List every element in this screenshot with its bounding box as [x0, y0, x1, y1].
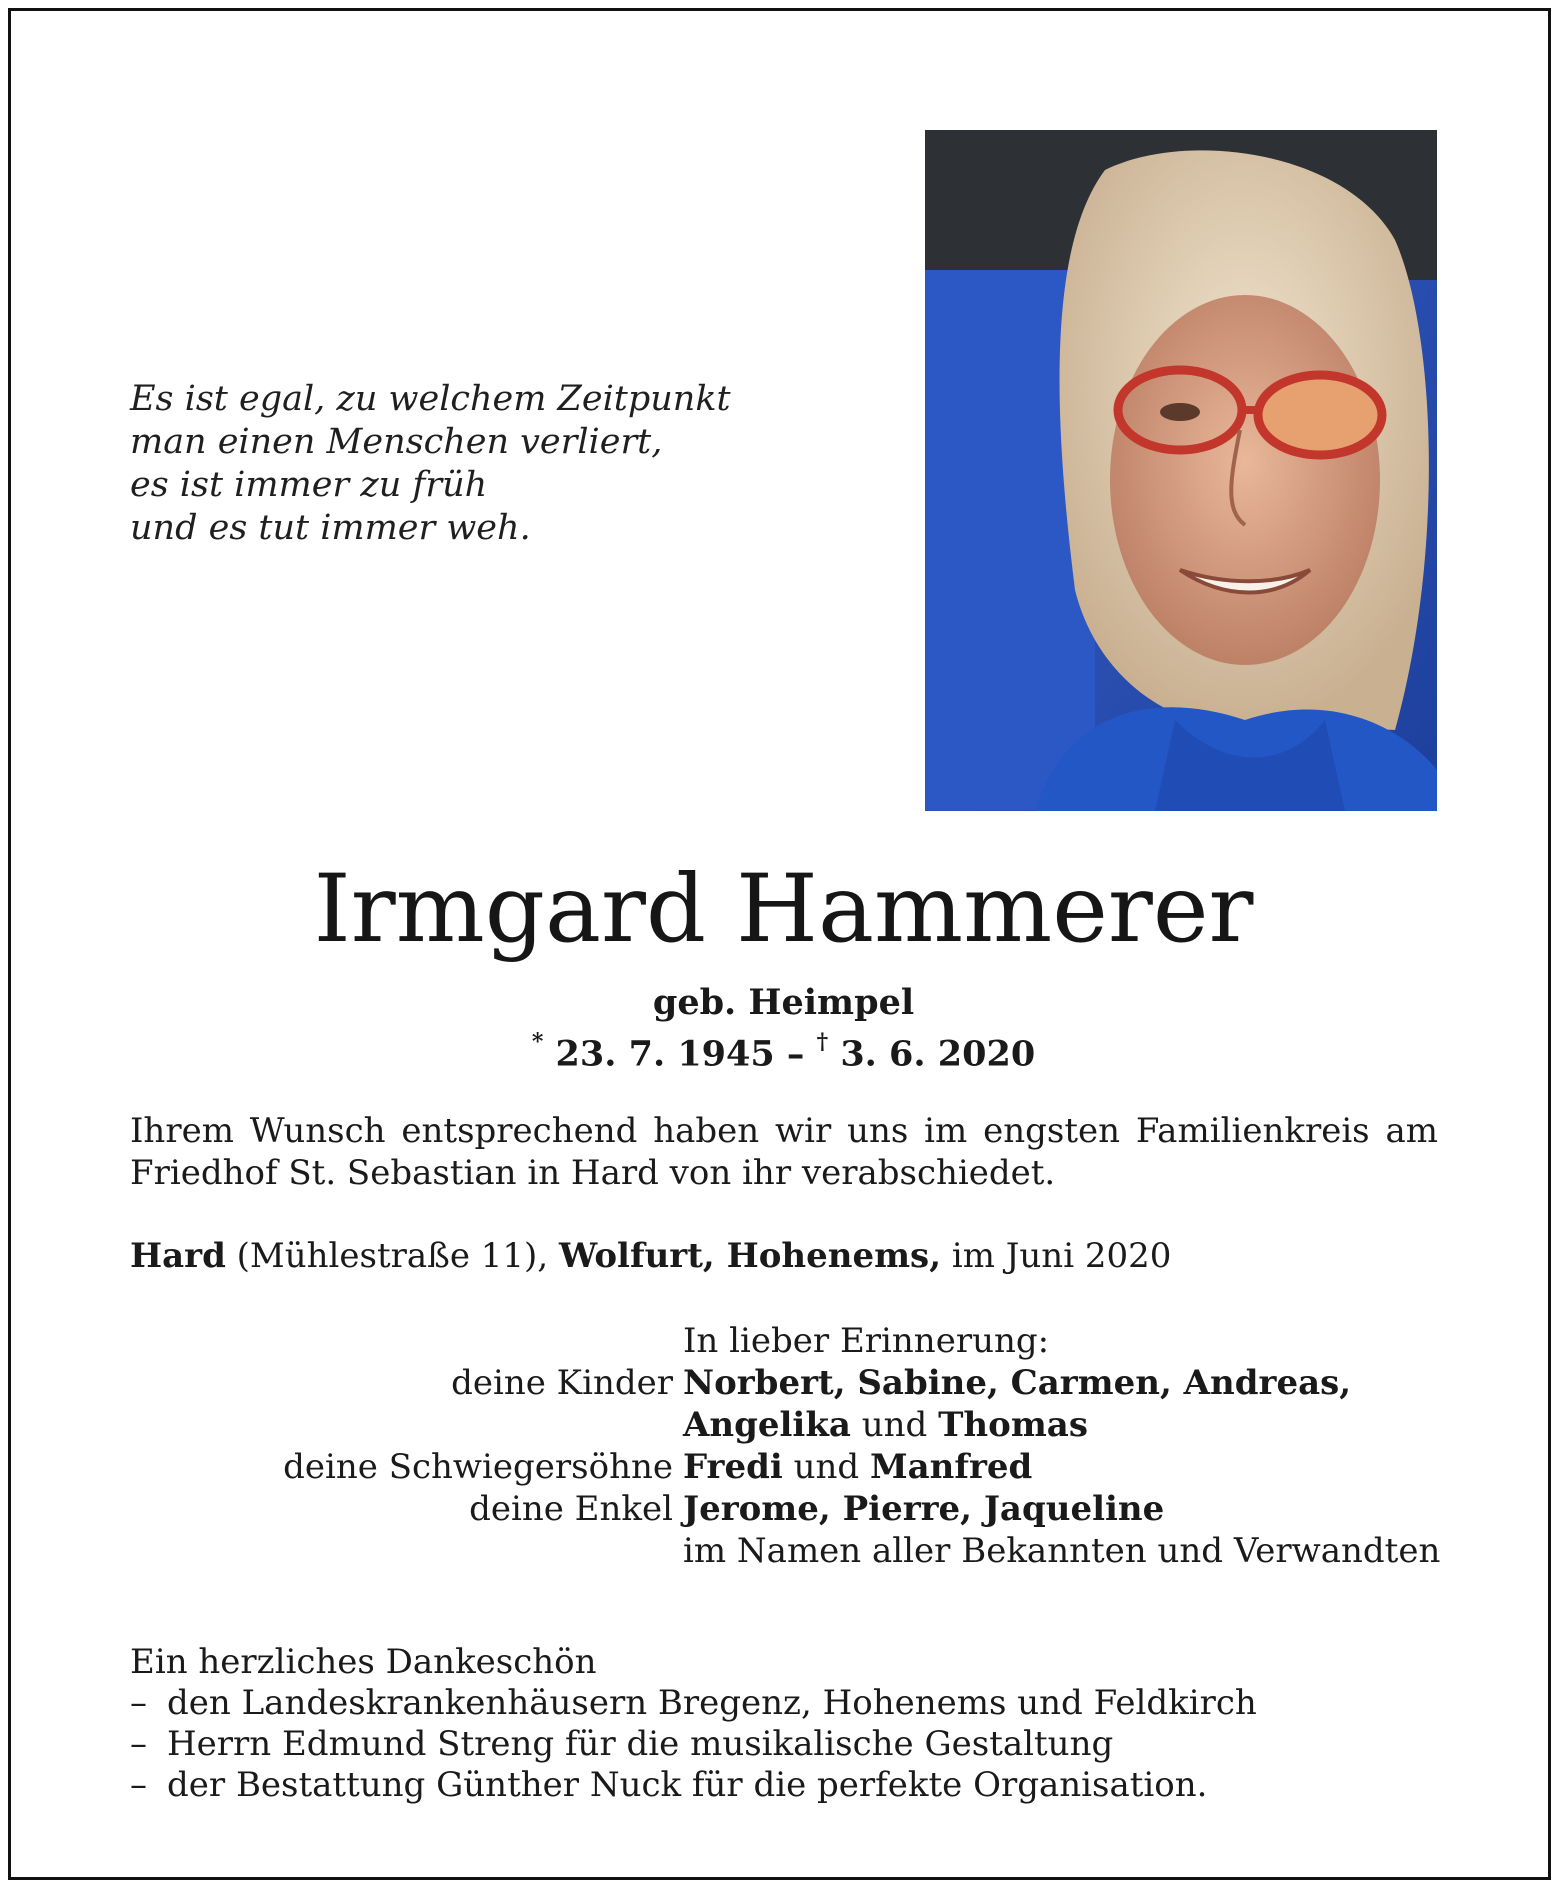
thanks-section — [130, 1642, 1257, 1806]
dash: – — [130, 1724, 147, 1764]
place-date-line — [130, 1235, 1171, 1277]
thanks-item — [130, 1724, 1257, 1765]
children-label: deine Kinder — [451, 1363, 673, 1403]
birth-date: 23. 7. 1945 — [555, 1033, 775, 1075]
poem-line: und es tut immer weh. — [130, 508, 531, 548]
announcement-line: Ihrem Wunsch entsprechend haben wir uns im engsten Familienkreis am — [130, 1111, 1438, 1151]
poem — [130, 378, 731, 550]
announcement-line: Friedhof St. Sebastian in Hard von ihr verabschiedet. — [130, 1153, 1056, 1193]
grandchildren-names: Jerome, Pierre, Jaqueline — [683, 1489, 1165, 1529]
thanks-item — [130, 1683, 1257, 1724]
child-name: Angelika — [683, 1405, 851, 1445]
mourners-closing: im Namen aller Bekannten und Verwandten — [683, 1531, 1441, 1571]
thanks-item-text: Herrn Edmund Streng für die musikalische Gestaltung — [167, 1724, 1114, 1764]
announcement — [130, 1110, 1438, 1194]
address: (Mühlestraße 11), — [225, 1236, 559, 1276]
date-separator: – — [786, 1033, 805, 1075]
town-hard: Hard — [130, 1236, 226, 1276]
thanks-item — [130, 1765, 1257, 1806]
poem-line: es ist immer zu früh — [130, 465, 488, 505]
mourners-intro: In lieber Erinnerung: — [683, 1321, 1050, 1361]
thanks-item-text: den Landeskrankenhäusern Bregenz, Hohenems und Feldkirch — [167, 1683, 1257, 1723]
mourners-list — [130, 1320, 1450, 1572]
conjunction: und — [782, 1447, 870, 1487]
conjunction: und — [850, 1405, 939, 1445]
death-symbol: † — [816, 1029, 829, 1055]
poem-line: man einen Menschen verliert, — [130, 422, 663, 462]
month-year: im Juni 2020 — [941, 1236, 1172, 1276]
dash: – — [130, 1683, 147, 1723]
grandchildren-label: deine Enkel — [469, 1489, 673, 1529]
son-in-law-name: Fredi — [683, 1447, 783, 1487]
thanks-item-text: der Bestattung Günther Nuck für die perfekte Organisation. — [167, 1765, 1208, 1805]
poem-line: Es ist egal, zu welchem Zeitpunkt — [130, 379, 731, 419]
children-names: Norbert, Sabine, Carmen, Andreas, — [683, 1363, 1352, 1403]
thanks-heading: Ein herzliches Dankeschön — [130, 1642, 597, 1682]
son-in-law-name: Manfred — [869, 1447, 1033, 1487]
dash: – — [130, 1765, 147, 1805]
deceased-name: Irmgard Hammerer — [313, 855, 1254, 964]
birth-symbol: * — [531, 1029, 544, 1055]
life-dates — [0, 1025, 1567, 1076]
other-towns: Wolfurt, Hohenems, — [558, 1236, 942, 1276]
sons-in-law-label: deine Schwiegersöhne — [283, 1447, 673, 1487]
portrait-photo — [925, 130, 1437, 811]
death-date: 3. 6. 2020 — [840, 1033, 1036, 1075]
child-name: Thomas — [938, 1405, 1088, 1445]
maiden-name: geb. Heimpel — [652, 982, 915, 1023]
